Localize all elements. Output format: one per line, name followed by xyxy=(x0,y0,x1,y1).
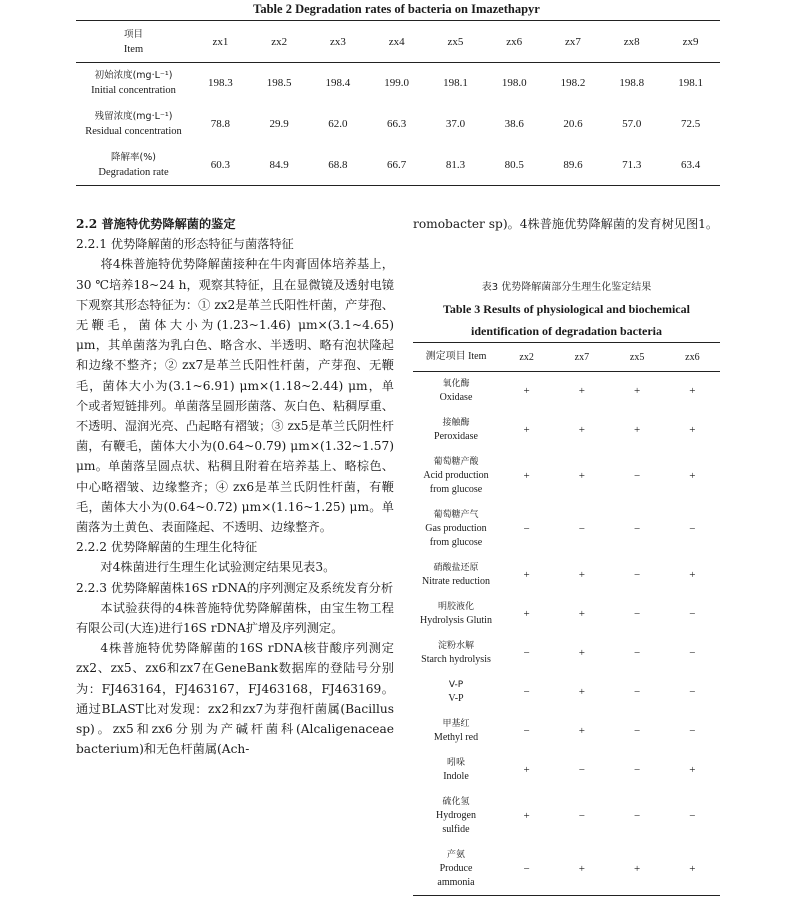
table3-row-label xyxy=(413,790,499,843)
body-paragraph: 4株普施特优势降解菌的16S rDNA核苷酸序列测定zx2、zx5、zx6和zx7在GeneBank数据库的登陆号分别为：FJ463164，FJ463167，FJ463168，FJ463169。通过BLAST比对发现：zx2和zx7为芽孢杆菌属(Bacillus sp)。zx5和zx6分别为产碱杆菌科(Alcaligenaceae bacterium)和无色杆菌属(Ach- xyxy=(76,641,394,757)
table3-row-label xyxy=(413,372,499,411)
table3-row xyxy=(413,712,720,751)
table3-row-label-cn: 甲基红 xyxy=(442,718,470,729)
table3-row-label-cn: 葡萄糖产酸 xyxy=(433,456,479,467)
table2-cell: 66.3 xyxy=(387,118,407,130)
table3-row xyxy=(413,503,720,556)
table3-cell: − xyxy=(634,725,641,737)
table3-cell: + xyxy=(523,810,530,822)
table3-cell: − xyxy=(634,569,641,581)
table3-cell: + xyxy=(610,843,665,896)
table2-cell: 78.8 xyxy=(210,118,230,130)
table2-header-item-cn: 项目 xyxy=(123,28,143,40)
table3-row-label xyxy=(413,843,499,896)
table3-row xyxy=(413,751,720,790)
section-heading: 2.2.1 优势降解菌的形态特征与菌落特征 xyxy=(76,237,294,252)
table3-header-col: zx2 xyxy=(499,343,554,372)
table2-cell: 72.5 xyxy=(680,118,701,130)
table3-cell: − xyxy=(523,647,530,659)
table3-row-label-cn: V-P xyxy=(448,679,464,690)
table3-row-label-en: Nitrate reduction xyxy=(421,576,491,587)
table3-row-label-en: Hydrogen xyxy=(436,810,476,822)
table3-row-label-en: Starch hydrolysis xyxy=(421,654,491,665)
table3-header-col: zx6 xyxy=(665,343,720,372)
table3-physiological-results xyxy=(413,342,720,896)
table3-cell: + xyxy=(689,569,696,581)
section-heading: 2.2.2 优势降解菌的生理生化特征 xyxy=(76,540,258,555)
table3-row xyxy=(413,790,720,843)
table3-row-label xyxy=(413,503,499,556)
table3-row-label xyxy=(413,411,499,450)
table3-cell: − xyxy=(689,523,696,535)
table3-cell: + xyxy=(523,569,530,581)
table3-cell: − xyxy=(689,725,696,737)
table2-row-label-cn: 降解率(%) xyxy=(111,151,156,163)
table3-row xyxy=(413,843,720,896)
table3-row-label xyxy=(413,751,499,790)
table3-cell: − xyxy=(578,523,585,535)
table3-cell: + xyxy=(523,608,530,620)
table3-cell: + xyxy=(634,385,641,398)
table2-header-col: zx4 xyxy=(367,21,426,63)
table2-row xyxy=(76,63,720,104)
table2-cell: 89.6 xyxy=(544,145,603,186)
table3-header-item: 测定项目 Item xyxy=(413,343,499,372)
table2-header-row xyxy=(76,21,720,63)
table2-cell: 68.8 xyxy=(309,145,368,186)
table2-cell: 57.0 xyxy=(622,118,642,130)
table2-header-col: zx6 xyxy=(485,21,544,63)
table3-row-label-en: Peroxidase xyxy=(434,431,478,442)
table2-row-label-en: Initial concentration xyxy=(91,85,176,97)
body-paragraph: 本试验获得的4株普施特优势降解菌株，由宝生物工程有限公司(大连)进行16S rDNA扩增及序列测定。 xyxy=(76,600,394,636)
table3-cell: + xyxy=(578,385,585,398)
table2-header-col: zx1 xyxy=(191,21,250,63)
table2-cell: 199.0 xyxy=(384,77,410,90)
table2-header-col: zx9 xyxy=(661,21,720,63)
table3-row-label xyxy=(413,595,499,634)
table3-header-col: zx7 xyxy=(554,343,609,372)
table3-cell: − xyxy=(634,608,641,620)
table3-row-label-en: Oxidase xyxy=(439,392,473,404)
table3-row-label-cn: 明胶液化 xyxy=(437,601,474,612)
table3-cell: − xyxy=(689,647,696,659)
table3-row-label xyxy=(413,712,499,751)
table3-row-label-en: Methyl red xyxy=(433,732,479,743)
table3-cell: − xyxy=(634,523,641,535)
table3-row-label-cn: 氧化酶 xyxy=(442,378,470,389)
table2-cell: 63.4 xyxy=(661,145,720,186)
table3-row-label-en: ammonia xyxy=(437,876,475,888)
table3-cell: + xyxy=(634,424,641,436)
table3-row-label xyxy=(413,673,499,712)
table3-cell: + xyxy=(578,686,585,698)
left-text-column xyxy=(76,214,394,759)
table2-row xyxy=(76,145,720,186)
table3-row xyxy=(413,450,720,503)
table2-cell: 198.8 xyxy=(619,77,645,90)
table3-row-label xyxy=(413,450,499,503)
table2-row-label-cn: 残留浓度(mg·L⁻¹) xyxy=(94,111,173,122)
table2-cell: 37.0 xyxy=(445,118,466,130)
table3-cell: + xyxy=(689,385,696,398)
table3-caption-cn: 表3 优势降解菌部分生理生化鉴定结果 xyxy=(481,282,652,293)
table3-cell: + xyxy=(689,764,696,776)
table3-cell: − xyxy=(689,686,696,698)
table2-header-col: zx3 xyxy=(309,21,368,63)
table3-row-label xyxy=(413,634,499,673)
table2-cell: 38.6 xyxy=(504,118,524,130)
table2-cell: 198.1 xyxy=(443,77,468,90)
table2-row-label-en: Degradation rate xyxy=(98,166,169,178)
table3-row xyxy=(413,556,720,595)
table3-cell: − xyxy=(634,647,641,659)
table3-cell: + xyxy=(689,424,696,436)
table3-cell: + xyxy=(523,764,530,776)
table2-row-label xyxy=(76,145,191,186)
table2-cell: 198.1 xyxy=(678,77,703,90)
table2-cell: 84.9 xyxy=(250,145,309,186)
table3-row xyxy=(413,372,720,411)
table3-cell: − xyxy=(578,764,585,776)
body-paragraph: 将4株普施特优势降解菌接种在牛肉膏固体培养基上，30 ℃培养18~24 h，观察其特征，且在显微镜及透射电镜下观察其形态特征为：① zx2是革兰氏阳性杆菌，产芽孢、无鞭毛，菌体大小为(1.23~1.46) μm×(3.1~4.65) μm，其单菌落为乳白色、略含水、半透明、略有泡状隆起和边缘不整齐；② zx7是革兰氏阳性杆菌，产芽孢、无鞭毛，菌体大小为(3.1~6.91) μm×(1.18~2.44) μm，单个或者短链排列。单菌落呈圆形菌落、灰白色、粘稠厚重、不透明、湿润光亮、凸起略有褶皱；③ zx5是革兰氏阴性杆菌，有鞭毛，菌体大小为(0.64~0.79) μm×(1.32~1.57) μm。单菌落呈圆点状、粘稠且附着在培养基上、略棕色、中心略褶皱、边缘整齐；④ zx6是革兰氏阴性杆菌，有鞭毛，菌体大小为(0.64~0.72) μm×(1.16~1.25) μm。单菌落为土黄色、表面隆起、不透明、边缘整齐。 xyxy=(76,257,394,535)
table2-cell: 198.3 xyxy=(208,77,233,90)
table2-header-item xyxy=(76,21,191,63)
table3-cell: − xyxy=(689,810,696,822)
table2-degradation-rates xyxy=(76,20,720,186)
table2-row-label-cn: 初始浓度(mg·L⁻¹) xyxy=(94,70,173,82)
table3-cell: − xyxy=(634,764,641,776)
table3-cell: − xyxy=(523,523,530,535)
table3-cell: + xyxy=(578,569,585,581)
table3-cell: − xyxy=(689,608,696,620)
table2-cell: 198.2 xyxy=(560,77,586,90)
table2-cell: 71.3 xyxy=(602,145,661,186)
table3-cell: + xyxy=(523,424,530,436)
table3-cell: − xyxy=(523,686,530,698)
table3-cell: − xyxy=(634,686,641,698)
section-heading: 2.2.3 优势降解菌株16S rDNA的序列测定及系统发育分析 xyxy=(76,580,394,595)
table2-row-label xyxy=(76,63,191,104)
table3-row-label-cn: 产氨 xyxy=(446,849,465,860)
table3-cell: + xyxy=(665,843,720,896)
table2-cell: 60.3 xyxy=(191,145,250,186)
table2-cell: 62.0 xyxy=(328,118,348,130)
table2-caption: Table 2 Degradation rates of bacteria on Imazethapyr xyxy=(253,2,540,16)
table3-row xyxy=(413,595,720,634)
right-column-paragraph: romobacter sp)。4株普施优势降解菌的发育树见图1。 xyxy=(413,217,719,231)
table3-caption-en-line2: identification of degradation bacteria xyxy=(471,324,662,338)
table3-cell: + xyxy=(689,470,696,482)
table3-cell: + xyxy=(578,424,585,436)
table3-row xyxy=(413,411,720,450)
table2-header-item-en: Item xyxy=(123,43,144,55)
table2-cell: 20.6 xyxy=(563,118,583,130)
table2-row xyxy=(76,104,720,145)
table2-cell: 198.0 xyxy=(501,77,527,90)
right-text-column xyxy=(413,214,720,234)
table2-cell: 80.5 xyxy=(485,145,544,186)
table3-row xyxy=(413,634,720,673)
table3-row-label-en: from glucose xyxy=(429,483,483,495)
table3-cell: + xyxy=(578,608,585,620)
table3-row-label xyxy=(413,556,499,595)
table2-cell: 66.7 xyxy=(367,145,426,186)
table3-row-label-cn: 吲哚 xyxy=(446,757,465,768)
table3-cell: + xyxy=(578,725,585,737)
table3-cell: + xyxy=(523,385,530,398)
table3-row-label-cn: 硫化氢 xyxy=(442,796,470,807)
table3-cell: + xyxy=(578,470,585,482)
table3-cell: + xyxy=(554,843,609,896)
table3-row-label-en: from glucose xyxy=(429,536,483,548)
body-paragraph: 对4株菌进行生理生化试验测定结果见表3。 xyxy=(100,560,336,575)
table2-header-col: zx8 xyxy=(602,21,661,63)
table2-cell: 29.9 xyxy=(269,118,289,130)
table3-row-label-en: Gas production xyxy=(425,523,487,535)
table3-caption-en xyxy=(413,298,720,342)
table2-row-label xyxy=(76,104,191,145)
table3-cell: + xyxy=(578,647,585,659)
table2-header-col: zx7 xyxy=(544,21,603,63)
table3-row xyxy=(413,673,720,712)
table2-cell: 198.5 xyxy=(266,77,292,90)
table3-cell: − xyxy=(523,725,530,737)
table2-cell: 81.3 xyxy=(426,145,485,186)
table3-cell: − xyxy=(634,470,641,482)
table3-caption-en-line1: Table 3 Results of physiological and biochemical xyxy=(443,302,690,316)
table3-cell: − xyxy=(499,843,554,896)
table3-row-label-cn: 淀粉水解 xyxy=(437,640,474,651)
table3-row-label-en: Hydrolysis Glutin xyxy=(420,615,492,626)
table3-row-label-en: Indole xyxy=(443,771,469,782)
table3-row-label-en: sulfide xyxy=(442,823,470,835)
section-heading: 2.2 普施特优势降解菌的鉴定 xyxy=(76,217,236,231)
table3-row-label-cn: 接触酶 xyxy=(442,417,470,428)
table3-row-label-cn: 硝酸盐还原 xyxy=(433,562,479,573)
table2-header-col: zx5 xyxy=(426,21,485,63)
table3-row-label-en: Produce xyxy=(439,863,473,874)
table3-row-label-en: V-P xyxy=(448,693,464,704)
table2-row-label-en: Residual concentration xyxy=(85,126,182,137)
table2-header-col: zx2 xyxy=(250,21,309,63)
table3-header-row xyxy=(413,343,720,372)
table3-row-label-en: Acid production xyxy=(423,470,489,482)
table3-header-col: zx5 xyxy=(610,343,665,372)
table3-cell: + xyxy=(523,470,530,482)
table3-cell: − xyxy=(634,810,641,822)
table3-cell: − xyxy=(578,810,585,822)
table2-cell: 198.4 xyxy=(325,77,351,90)
table3-row-label-cn: 葡萄糖产气 xyxy=(433,509,479,520)
